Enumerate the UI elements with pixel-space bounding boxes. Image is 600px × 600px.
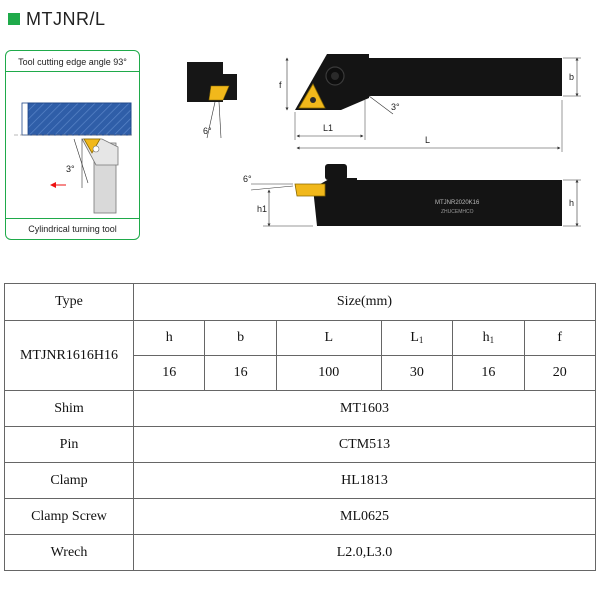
workpiece-shape xyxy=(28,103,131,135)
dim-value-cell: 100 xyxy=(276,356,381,391)
part-label: Clamp Screw xyxy=(5,499,134,535)
turning-illustration xyxy=(6,73,139,218)
dim-value-cell: 30 xyxy=(381,356,452,391)
dim-header-sub: 1 xyxy=(489,335,495,345)
part-value: HL1813 xyxy=(134,463,596,499)
dim-header-label: h xyxy=(165,330,173,345)
side-view xyxy=(243,164,581,226)
panel-bottom-caption: Cylindrical turning tool xyxy=(28,224,117,234)
table-row xyxy=(5,463,596,499)
part-value: ML0625 xyxy=(134,499,596,535)
panel-divider-top xyxy=(6,71,139,72)
shank-brand: ZHUCEMHCO xyxy=(441,209,474,215)
part-label: Clamp xyxy=(5,463,134,499)
dim-header-cell xyxy=(205,321,276,356)
panel-divider-bottom xyxy=(6,218,139,219)
dim-header-cell xyxy=(134,321,205,356)
part-label: Shim xyxy=(5,391,134,427)
dim-value-cell: 16 xyxy=(134,356,205,391)
dim-f-label: f xyxy=(279,80,282,90)
part-value: MT1603 xyxy=(134,391,596,427)
dimension-label-row xyxy=(5,321,596,356)
table-row xyxy=(5,535,596,571)
panel-angle-label: 3° xyxy=(66,164,75,174)
brand-square-icon xyxy=(8,13,20,25)
side-angle-label: 6° xyxy=(243,174,252,184)
feed-arrow-icon xyxy=(50,182,56,188)
dim-L1-label: L1 xyxy=(323,123,334,133)
panel-top-caption: Tool cutting edge angle 93° xyxy=(18,57,127,67)
shank-marking: MTJNR2020K16 xyxy=(435,200,480,206)
dim-header-cell xyxy=(453,321,524,356)
dim-header-label: f xyxy=(557,330,563,345)
dim-L-label: L xyxy=(425,135,431,145)
dim-b-label: b xyxy=(569,72,575,82)
dim-value-cell: 20 xyxy=(524,356,595,391)
part-label: Pin xyxy=(5,427,134,463)
top-view xyxy=(279,54,581,152)
part-value: CTM513 xyxy=(134,427,596,463)
dim-h-label: h xyxy=(569,198,575,208)
model-cell: MTJNR1616H16 xyxy=(5,321,134,391)
front-angle-label: 6° xyxy=(203,126,212,136)
table-header-row xyxy=(5,284,596,321)
dim-header-label: h xyxy=(482,330,490,345)
turning-info-panel xyxy=(5,50,140,240)
table-row xyxy=(5,427,596,463)
table-row xyxy=(5,499,596,535)
dim-value-cell: 16 xyxy=(205,356,276,391)
dim-header-label: L xyxy=(324,330,334,345)
dim-header-cell xyxy=(381,321,452,356)
spec-table xyxy=(4,283,596,571)
side-insert-icon xyxy=(295,184,325,196)
table-row xyxy=(5,391,596,427)
top-angle-label: 3° xyxy=(391,102,400,112)
part-label: Wrech xyxy=(5,535,134,571)
dim-header-sub: 1 xyxy=(418,335,424,345)
type-header: Type xyxy=(5,284,134,321)
dim-value-cell: 16 xyxy=(453,356,524,391)
dim-header-cell xyxy=(524,321,595,356)
dim-header-label: b xyxy=(237,330,245,345)
part-value: L2.0,L3.0 xyxy=(134,535,596,571)
page-title: MTJNR/L xyxy=(26,8,106,29)
end-view xyxy=(187,62,237,138)
dim-h1-label: h1 xyxy=(257,204,268,214)
dim-header-label: L xyxy=(410,330,419,345)
page-header xyxy=(8,8,106,30)
size-header: Size(mm) xyxy=(134,284,596,321)
dim-header-cell xyxy=(276,321,381,356)
tool-drawing xyxy=(145,40,595,230)
